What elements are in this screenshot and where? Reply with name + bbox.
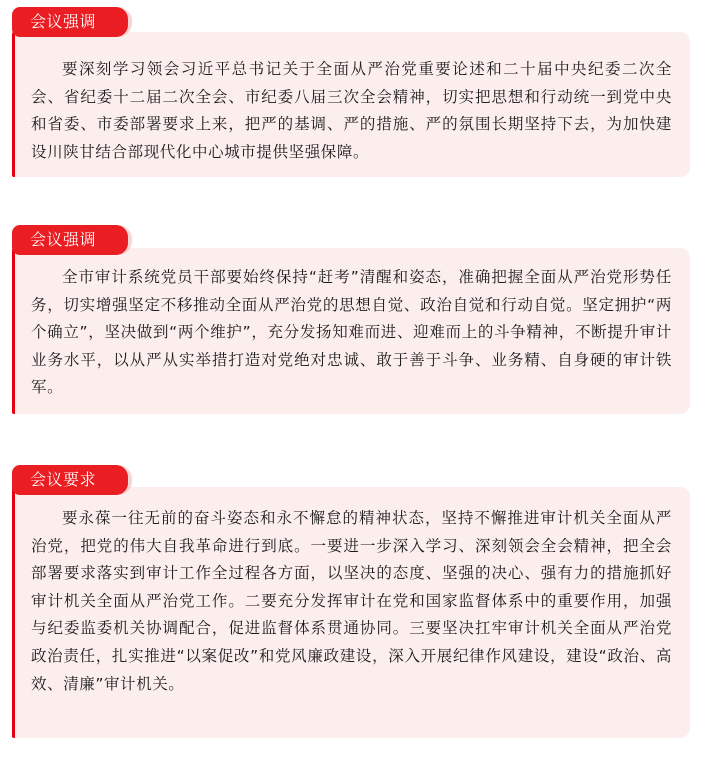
section-tag: 会议强调 xyxy=(12,225,128,255)
section-meeting-emphasis-2 xyxy=(12,225,690,414)
section-card xyxy=(12,32,690,177)
section-paragraph: 全市审计系统党员干部要始终保持“赶考”清醒和姿态，准确把握全面从严治党形势任务，切实增强坚定不移推动全面从严治党的思想自觉、政治自觉和行动自觉。坚定拥护“两个确立”，坚决做到“两个维护”，充分发扬知难而进、迎难而上的斗争精神，不断提升审计业务水平，以从严从实举措打造对党绝对忠诚、敢于善于斗争、业务精、自身硬的审计铁军。 xyxy=(31,268,672,397)
section-card xyxy=(12,487,690,738)
section-meeting-requirements xyxy=(12,465,690,738)
section-paragraph: 要永葆一往无前的奋斗姿态和永不懈怠的精神状态，坚持不懈推进审计机关全面从严治党，把党的伟大自我革命进行到底。一要进一步深入学习、深刻领会全会精神，把全会部署要求落实到审计工作全过程各方面，以坚决的态度、坚强的决心、强有力的措施抓好审计机关全面从严治党工作。二要充分发挥审计在党和国家监督体系中的重要作用，加强与纪委监委机关协调配合，促进监督体系贯通协同。三要坚决扛牢审计机关全面从严治党政治责任，扎实推进“以案促改”和党风廉政建设，深入开展纪律作风建设，建设“政治、高效、清廉”审计机关。 xyxy=(31,509,672,693)
section-paragraph: 要深刻学习领会习近平总书记关于全面从严治党重要论述和二十届中央纪委二次全会、省纪委十二届二次全会、市纪委八届三次全会精神，切实把思想和行动统一到党中央和省委、市委部署要求上来，把严的基调、严的措施、严的氛围长期坚持下去，为加快建设川陕甘结合部现代化中心城市提供坚强保障。 xyxy=(31,60,672,161)
section-card xyxy=(12,248,690,414)
section-tag: 会议要求 xyxy=(12,465,128,495)
section-tag: 会议强调 xyxy=(12,7,128,37)
section-meeting-emphasis-1 xyxy=(12,7,690,177)
